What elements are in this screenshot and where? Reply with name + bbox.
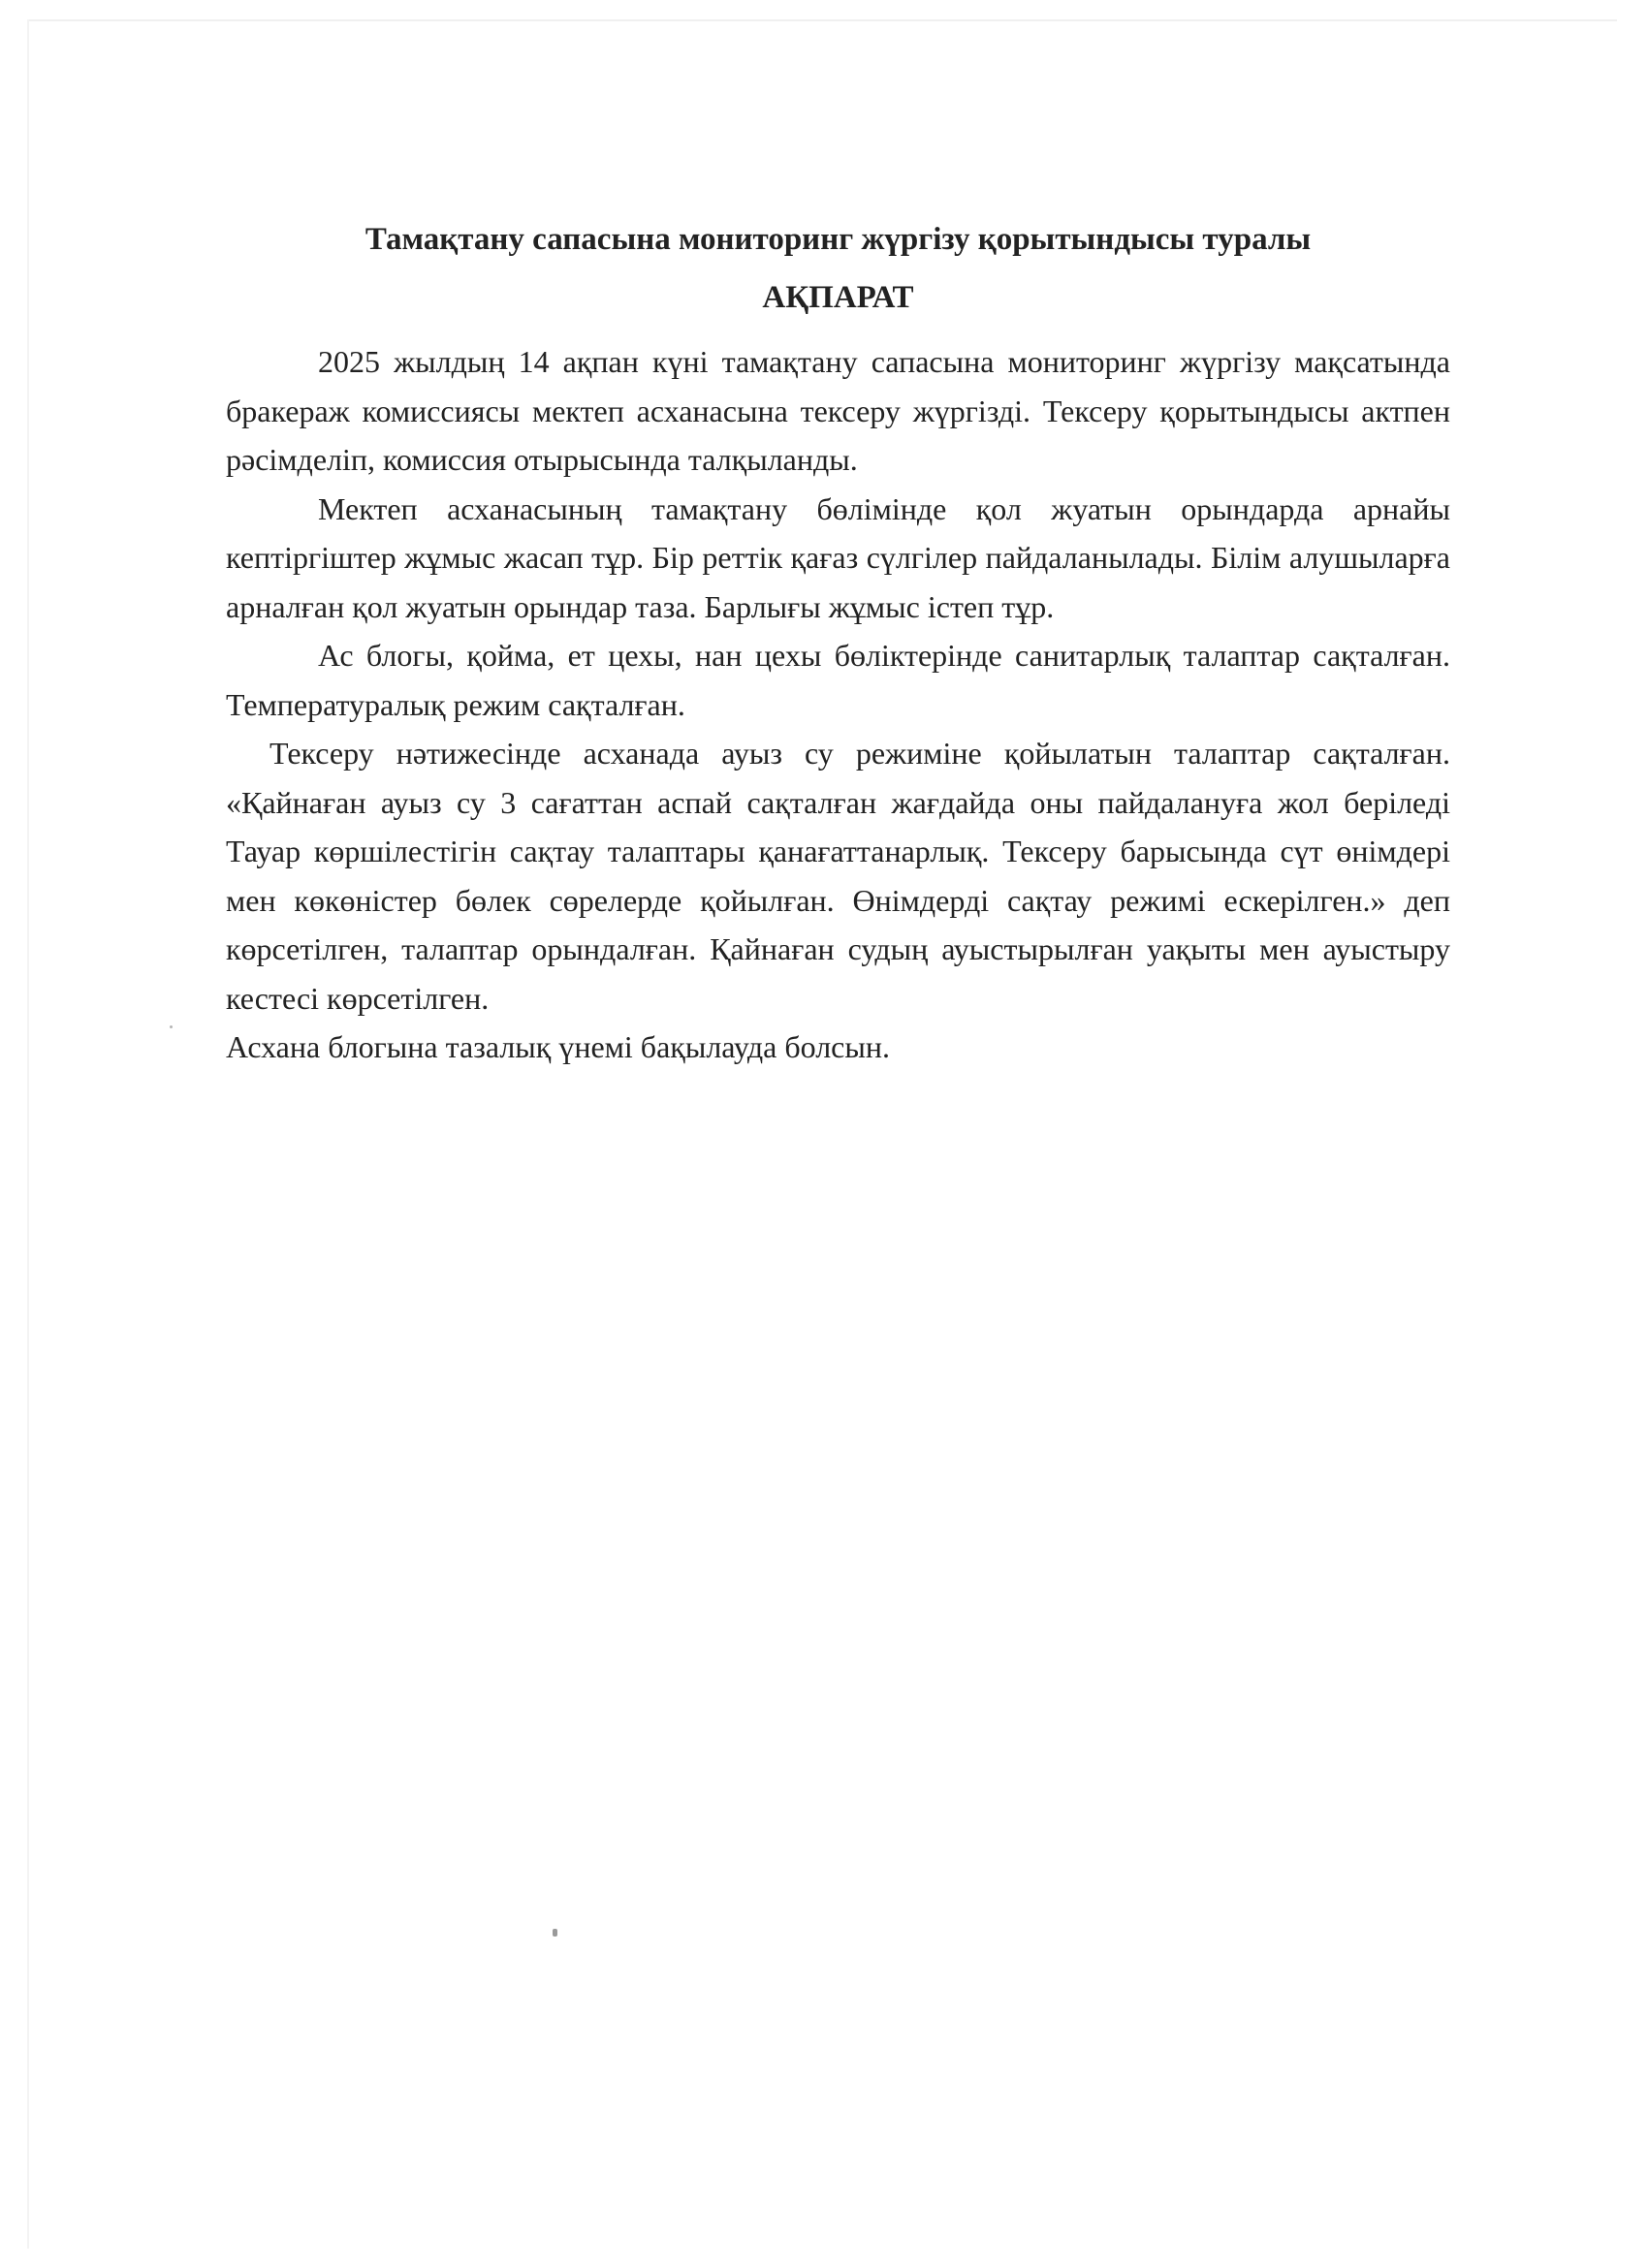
paragraph-drinking-water: Тексеру нәтижесінде асханада ауыз су режиміне қойылатын талаптар сақталған. «Қайнаған ауыз су 3 сағаттан аспай сақталған жағдайда оны пайдалануға жол беріледі Тауар көршілестігін сақтау талаптары қанағаттанарлық. Тексеру барысында сүт өнімдері мен көкөністер бөлек сөрелерде қойылған. Өнімдерді сақтау режимі ескерілген.» деп көрсетілген, талаптар орындалған. Қайнаған судың ауыстырылған уақыты мен ауыстыру кестесі көрсетілген. [226,736,1450,1016]
document-body [226,337,1450,1072]
scan-edge-left [27,19,29,2249]
document-content [226,215,1450,1072]
document-subtitle: АҚПАРАТ [762,280,914,315]
document-title: Тамақтану сапасына мониторинг жүргізу қорытындысы туралы [364,222,1312,257]
paragraph-sanitary-requirements: Ас блогы, қойма, ет цехы, нан цехы бөліктерінде санитарлық талаптар сақталған. Температуралық режим сақталған. [226,638,1450,722]
scan-edge-top [27,19,1617,21]
paragraph-monitoring-date: 2025 жылдың 14 ақпан күні тамақтану сапасына мониторинг жүргізу мақсатында бракераж комиссиясы мектеп асханасына тексеру жүргізді. Тексеру қорытындысы актпен рәсімделіп, комиссия отырысында талқыланды. [226,344,1450,477]
scan-speck [170,1025,173,1028]
paragraph-conclusion: Асхана блогына тазалық үнемі бақылауда болсын. [226,1029,890,1064]
scan-speck [553,1929,557,1937]
paragraph-handwash-areas: Мектеп асханасының тамақтану бөлімінде қол жуатын орындарда арнайы кептіргіштер жұмыс жасап тұр. Бір реттік қағаз сүлгілер пайдаланылады. Білім алушыларға арналған қол жуатын орындар таза. Барлығы жұмыс істеп тұр. [226,490,1450,624]
